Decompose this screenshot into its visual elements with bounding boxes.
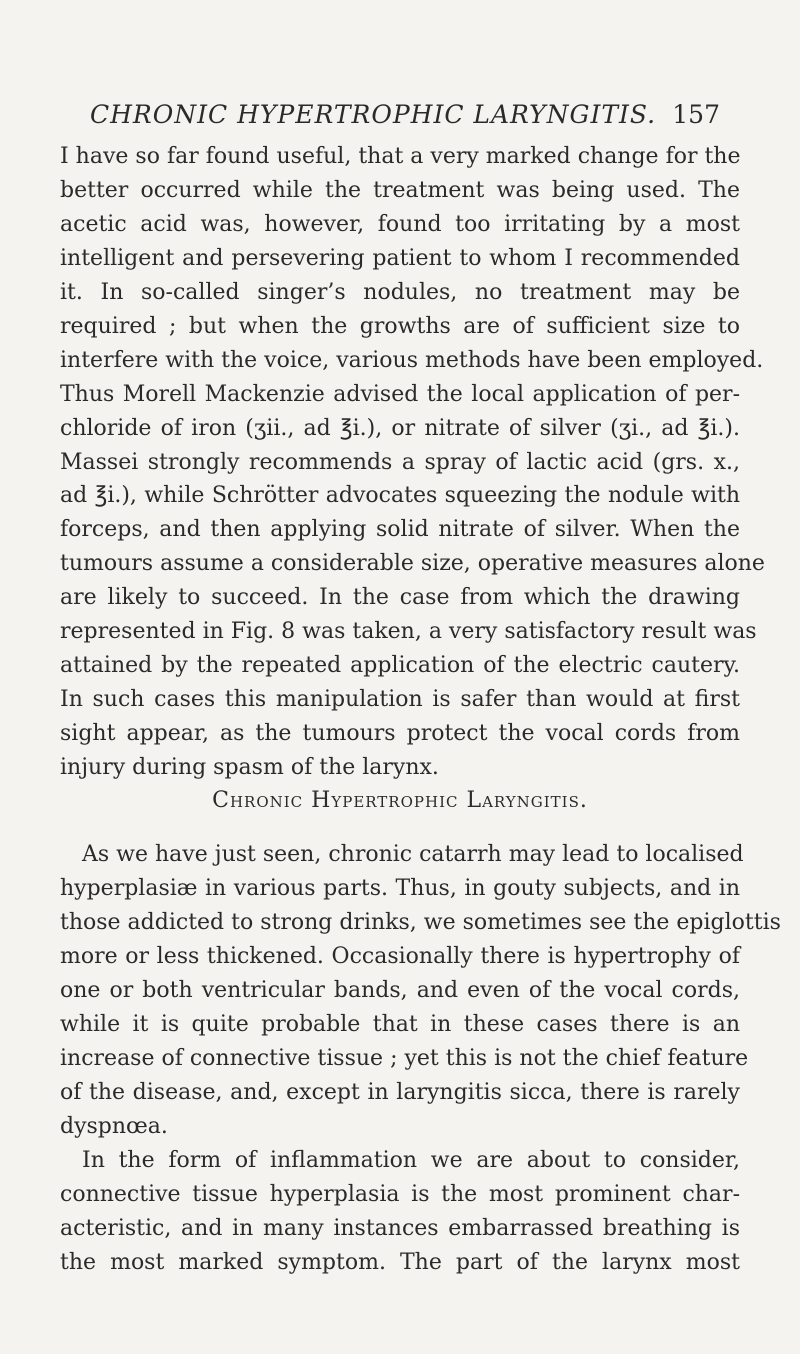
text-line: connective tissue hyperplasia is the most prominent char-	[60, 1182, 740, 1207]
text-line: are likely to succeed. In the case from which the drawing	[60, 585, 740, 610]
text-line: while it is quite probable that in these cases there is an	[60, 1012, 740, 1037]
text-line: required ; but when the growths are of sufficient size to	[60, 314, 740, 339]
text-line: one or both ventricular bands, and even of the vocal cords,	[60, 978, 740, 1003]
text-line: represented in Fig. 8 was taken, a very satisfactory result was	[60, 619, 757, 644]
text-line: Massei strongly recommends a spray of lactic acid (grs. x.,	[60, 450, 740, 475]
text-line: the most marked symptom. The part of the larynx most	[60, 1250, 740, 1275]
text-line: forceps, and then applying solid nitrate of silver. When the	[60, 517, 740, 542]
text-line: tumours assume a considerable size, operative measures alone	[60, 551, 765, 576]
text-line: hyperplasiæ in various parts. Thus, in gouty subjects, and in	[60, 876, 740, 901]
text-line: acetic acid was, however, found too irritating by a most	[60, 212, 740, 237]
text-line: increase of connective tissue ; yet this is not the chief feature	[60, 1046, 749, 1071]
text-line: injury during spasm of the larynx.	[60, 755, 439, 780]
text-line: those addicted to strong drinks, we sometimes see the epiglottis	[60, 910, 781, 935]
running-title: CHRONIC HYPERTROPHIC LARYNGITIS.	[90, 100, 657, 129]
text-line: more or less thickened. Occasionally there is hypertrophy of	[60, 944, 740, 969]
text-line: it. In so-called singer’s nodules, no treatment may be	[60, 280, 740, 305]
text-line: acteristic, and in many instances embarrassed breathing is	[60, 1216, 740, 1241]
text-line: attained by the repeated application of the electric cautery.	[60, 653, 740, 678]
text-line: dyspnœa.	[60, 1114, 168, 1139]
text-line: chloride of iron (ʒii., ad ℥i.), or nitrate of silver (ʒi., ad ℥i.).	[60, 416, 740, 441]
text-line: intelligent and persevering patient to whom I recommended	[60, 246, 740, 271]
page-number: 157	[672, 100, 720, 129]
text-line: of the disease, and, except in laryngitis sicca, there is rarely	[60, 1080, 740, 1105]
running-head	[90, 100, 720, 140]
text-line: I have so far found useful, that a very marked change for the	[60, 144, 741, 169]
text-line: interfere with the voice, various methods have been employed.	[60, 348, 764, 373]
text-line: Thus Morell Mackenzie advised the local application of per-	[60, 382, 740, 407]
text-line: sight appear, as the tumours protect the vocal cords from	[60, 721, 740, 746]
section-heading: Chronic Hypertrophic Laryngitis.	[212, 788, 588, 813]
text-line: As we have just seen, chronic catarrh may lead to localised	[82, 842, 744, 867]
text-line: In the form of inflammation we are about to consider,	[82, 1148, 740, 1173]
text-line: In such cases this manipulation is safer than would at first	[60, 687, 740, 712]
text-line: ad ℥i.), while Schrötter advocates squeezing the nodule with	[60, 483, 740, 508]
text-line: better occurred while the treatment was being used. The	[60, 178, 740, 203]
